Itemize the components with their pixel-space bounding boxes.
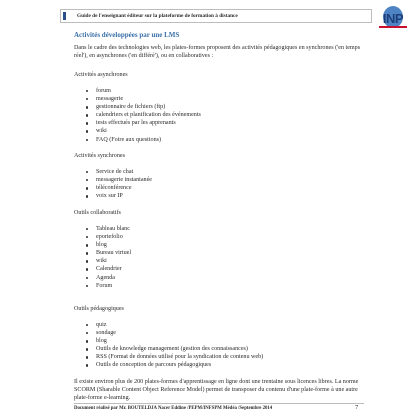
- bullet-dot-icon: [86, 90, 88, 92]
- bullet-dot-icon: [86, 187, 88, 189]
- bullet-dot-icon: [86, 332, 88, 334]
- bullet-dot-icon: [86, 139, 88, 141]
- bullet-dot-icon: [86, 277, 88, 279]
- list-asynchrones: [86, 87, 201, 144]
- list-item: blog: [86, 337, 263, 345]
- bullet-dot-icon: [86, 98, 88, 100]
- list-item: calendriers et planification des événements: [86, 111, 201, 119]
- list-item: Forum: [86, 282, 131, 290]
- bullet-dot-icon: [86, 268, 88, 270]
- bullet-dot-icon: [86, 179, 88, 181]
- inp-logo: [379, 6, 407, 30]
- list-item: Agenda: [86, 274, 131, 282]
- list-item: forum: [86, 87, 201, 95]
- bullet-dot-icon: [86, 195, 88, 197]
- bullet-dot-icon: [86, 340, 88, 342]
- list-synchrones: [86, 168, 152, 200]
- list-item: wiki: [86, 257, 131, 265]
- bullet-dot-icon: [86, 171, 88, 173]
- section-title: Activités développées par une LMS: [74, 31, 180, 39]
- list-item: messagerie: [86, 95, 201, 103]
- list-item: messagerie instantanée: [86, 176, 152, 184]
- list-item: Outils de knowledge management (gestion des connaissances): [86, 345, 263, 353]
- list-item: tests effectués par les apprenants: [86, 119, 201, 127]
- list-item: voix sur IP: [86, 192, 152, 200]
- bullet-dot-icon: [86, 260, 88, 262]
- list-item: RSS (Format de données utilisé pour la syndication de contenu web): [86, 353, 263, 361]
- bullet-dot-icon: [86, 252, 88, 254]
- logo-text: INP: [382, 11, 404, 26]
- list-collaboratifs: [86, 225, 131, 290]
- bullet-dot-icon: [86, 122, 88, 124]
- list-item: Tableau blanc: [86, 225, 131, 233]
- bullet-dot-icon: [86, 324, 88, 326]
- intro-paragraph: Dans le cadre des technologies web, les plates-formes proposent des activités pédagogiques en synchrones ('en temps réel'), en asynchrones ('en différé'), ou en collaboratives :: [74, 45, 361, 60]
- bullet-dot-icon: [86, 244, 88, 246]
- list-item: téléconférence: [86, 184, 152, 192]
- footer-credit: Document réalisé par Mr. BOUTELDJA Nacer Eddine /PEPM/INFSPM Médéa /Septembre 2014: [74, 406, 273, 411]
- list-item: Bureau virtuel: [86, 249, 131, 257]
- footer-divider: [74, 403, 364, 404]
- bullet-dot-icon: [86, 236, 88, 238]
- list-item: quiz: [86, 321, 263, 329]
- closing-paragraph: Il existe environ plus de 200 plates-formes d'apprentissage en ligne dont une trentaine sous licences libres. La norme SCORM (Sharable Content Object Reference Model) permet de transposer du contenu d'une plate-forme à une autre plate-forme e-learning.: [74, 379, 359, 402]
- bullet-dot-icon: [86, 364, 88, 366]
- bullet-dot-icon: [86, 228, 88, 230]
- list-pedagogiques: [86, 321, 263, 370]
- list-item: Outils de conception de parcours pédagogiques: [86, 361, 263, 369]
- list-item: Service de chat: [86, 168, 152, 176]
- list-item: FAQ (Foire aux questions): [86, 136, 201, 144]
- header-title: Guide de l'enseignant éditeur sur la plateforme de formation à distance: [77, 13, 238, 19]
- group-heading-collaboratifs: Outils collaboratifs: [74, 210, 121, 216]
- group-heading-asynchrones: Activités asynchrones: [74, 72, 128, 78]
- group-heading-pedagogiques: Outils pédagogiques: [74, 306, 124, 312]
- bullet-dot-icon: [86, 348, 88, 350]
- bullet-dot-icon: [86, 356, 88, 358]
- list-item: Calendrier: [86, 265, 131, 273]
- group-heading-synchrones: Activités synchrones: [74, 153, 125, 159]
- list-item: wiki: [86, 127, 201, 135]
- page-number: 7: [355, 404, 359, 411]
- bullet-dot-icon: [86, 114, 88, 116]
- list-item: sondage: [86, 329, 263, 337]
- bullet-dot-icon: [86, 130, 88, 132]
- page-header: [60, 9, 372, 23]
- list-item: blog: [86, 241, 131, 249]
- list-item: eportefolio: [86, 233, 131, 241]
- list-item: gestionnaire de fichiers (ftp): [86, 103, 201, 111]
- bullet-dot-icon: [86, 285, 88, 287]
- logo-stripe: [379, 26, 407, 28]
- bullet-dot-icon: [86, 106, 88, 108]
